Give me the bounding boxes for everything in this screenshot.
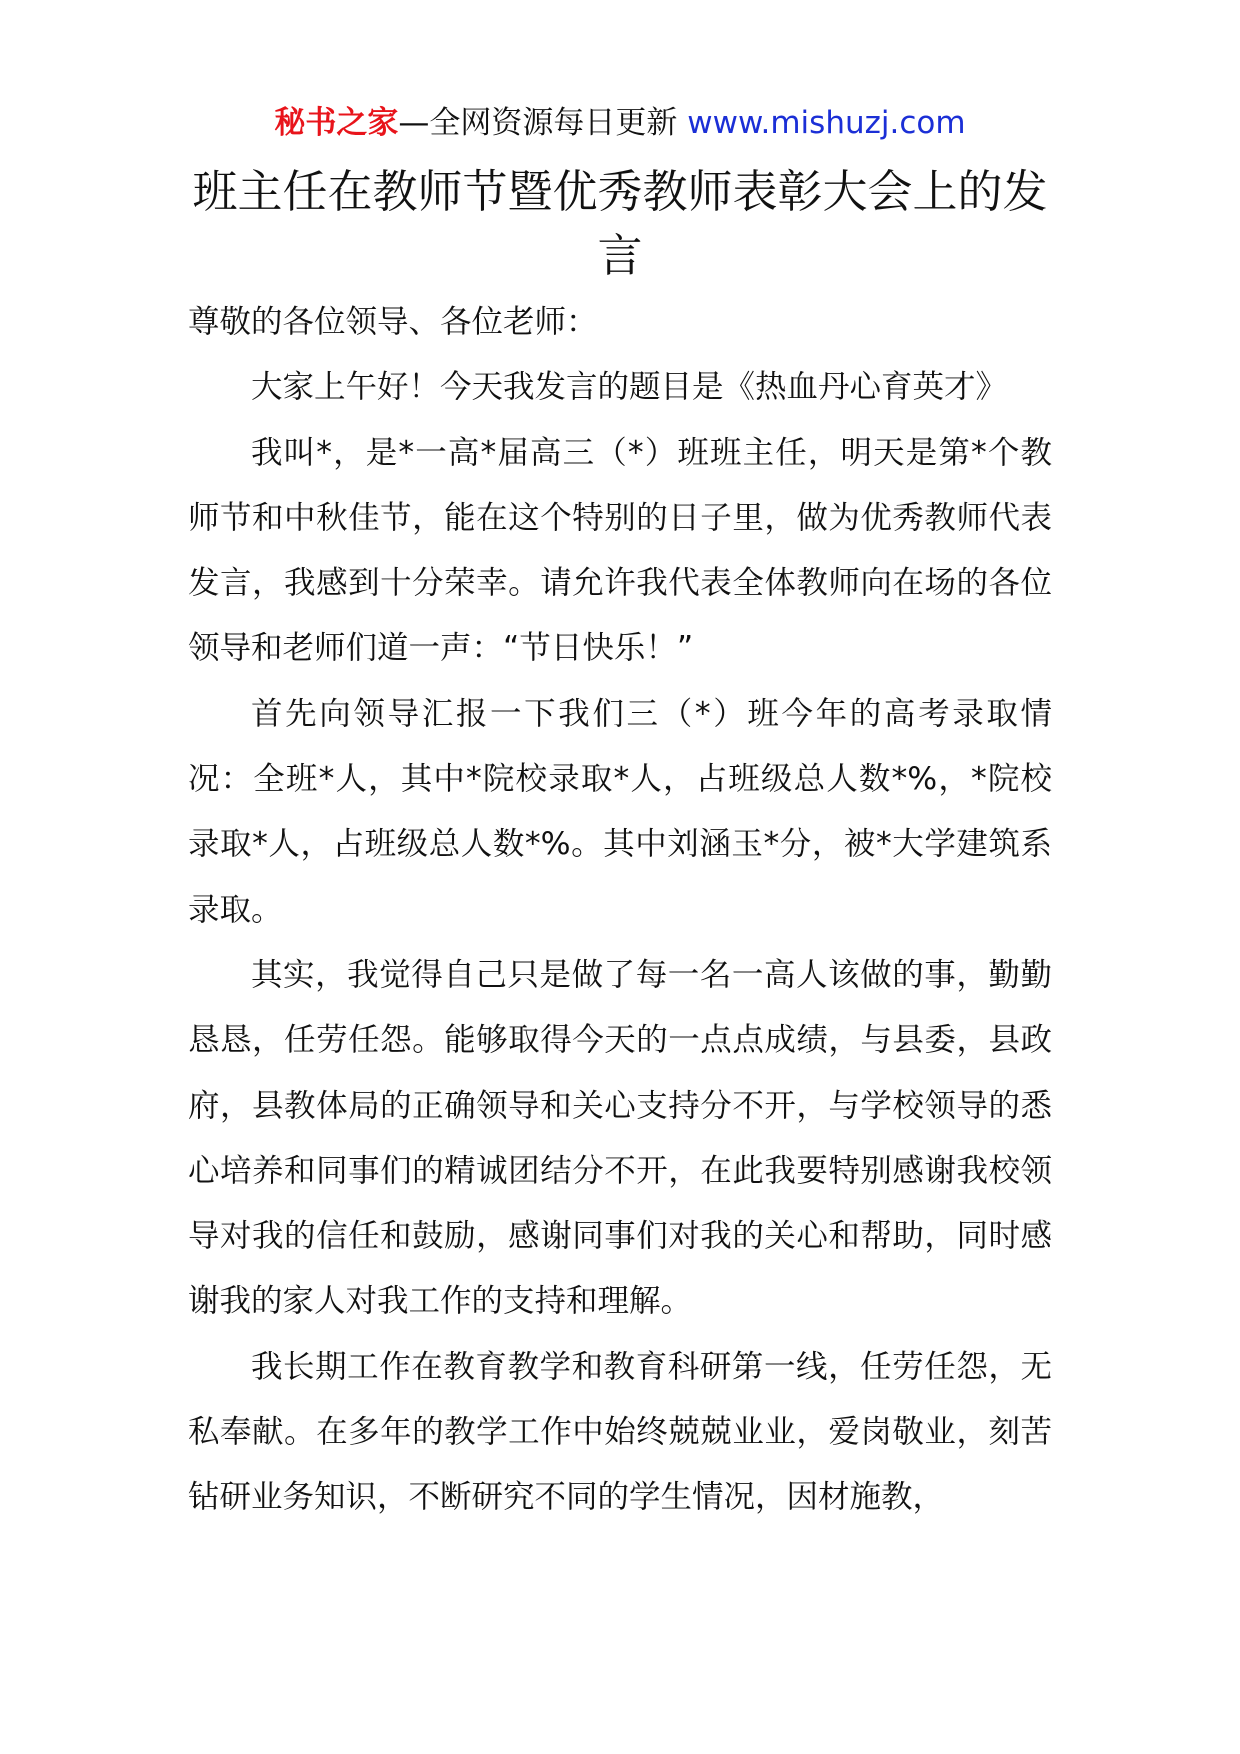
site-brand: 秘书之家 <box>274 105 399 141</box>
document-title: 班主任在教师节暨优秀教师表彰大会上的发言 <box>192 165 1048 282</box>
site-url-link[interactable]: www.mishuzj.com <box>687 105 966 141</box>
salutation: 尊敬的各位领导、各位老师： <box>188 304 598 340</box>
site-header <box>0 100 1240 146</box>
paragraph: 大家上午好！今天我发言的题目是《热血丹心育英才》 <box>251 369 1008 406</box>
paragraph: 首先向领导汇报一下我们三（*）班今年的高考录取情况：全班*人，其中*院校录取*人，占班级总人数*%，*院校录取*人，占班级总人数*%。其中刘涵玉*分，被*大学建筑系录取。 <box>188 695 1052 928</box>
paragraph: 其实，我觉得自己只是做了每一名一高人该做的事，勤勤恳恳，任劳任怨。能够取得今天的一点点成绩，与县委，县政府，县教体局的正确领导和关心支持分不开，与学校领导的悉心培养和同事们的精诚团结分不开，在此我要特别感谢我校领导对我的信任和鼓励，感谢同事们对我的关心和帮助，同时感谢我的家人对我工作的支持和理解。 <box>188 956 1052 1320</box>
document-body <box>188 290 1052 1531</box>
paragraph: 我长期工作在教育教学和教育科研第一线，任劳任怨，无私奉献。在多年的教学工作中始终兢兢业业，爱岗敬业，刻苦钻研业务知识，不断研究不同的学生情况，因材施教， <box>188 1348 1052 1516</box>
paragraph: 我叫*，是*一高*届高三（*）班班主任，明天是第*个教师节和中秋佳节，能在这个特别的日子里，做为优秀教师代表发言，我感到十分荣幸。请允许我代表全体教师向在场的各位领导和老师们道一声：“节日快乐！” <box>188 434 1052 667</box>
site-slogan: —全网资源每日更新 <box>398 105 678 141</box>
